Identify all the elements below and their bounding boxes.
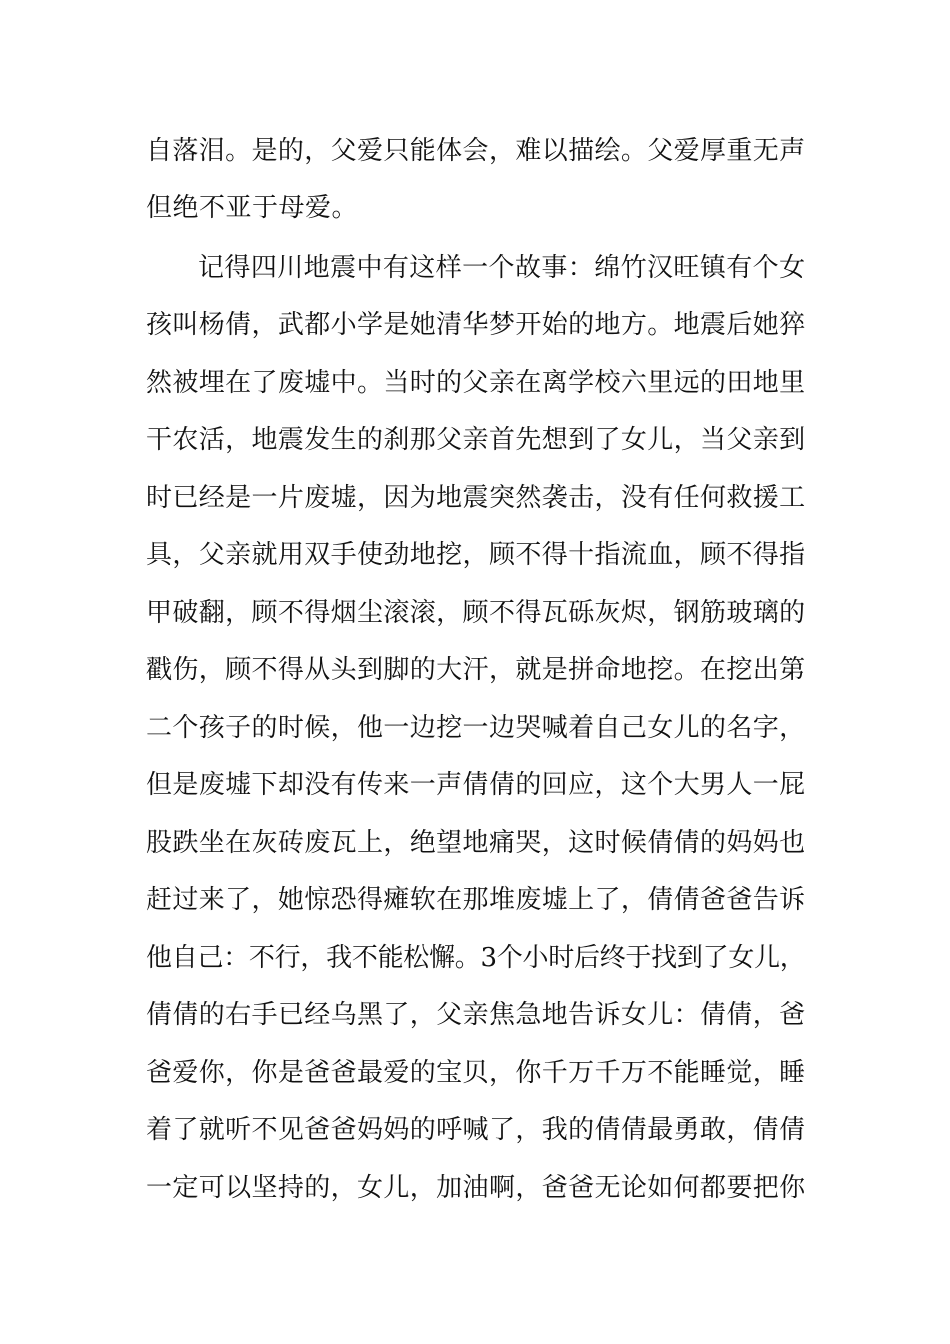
text-line: 股跌坐在灰砖废瓦上，绝望地痛哭，这时候倩倩的妈妈也 [146,828,806,858]
text-line: 然被埋在了废墟中。当时的父亲在离学校六里远的田地里 [146,368,806,398]
text-line: 自落泪。是的，父爱只能体会，难以描绘。父爱厚重无声 [146,136,806,166]
text-line: 孩叫杨倩，武都小学是她清华梦开始的地方。地震后她猝 [146,310,806,340]
text-line: 时已经是一片废墟，因为地震突然袭击，没有任何救援工 [146,483,806,513]
text-line: 戳伤，顾不得从头到脚的大汗，就是拼命地挖。在挖出第 [146,655,806,685]
text-line: 他自己：不行，我不能松懈。3个小时后终于找到了女儿， [146,943,806,973]
text-line: 爸爱你，你是爸爸最爱的宝贝，你千万千万不能睡觉，睡 [146,1058,806,1088]
paragraph-first-line: 记得四川地震中有这样一个故事：绵竹汉旺镇有个女 [198,253,806,283]
text-line: 一定可以坚持的，女儿，加油啊，爸爸无论如何都要把你 [146,1173,806,1203]
text-line: 赶过来了，她惊恐得瘫软在那堆废墟上了，倩倩爸爸告诉 [146,885,806,915]
text-line: 干农活，地震发生的刹那父亲首先想到了女儿，当父亲到 [146,425,806,455]
text-line: 具，父亲就用双手使劲地挖，顾不得十指流血，顾不得指 [146,540,806,570]
text-line: 着了就听不见爸爸妈妈的呼喊了，我的倩倩最勇敢，倩倩 [146,1115,806,1145]
text-line: 二个孩子的时候，他一边挖一边哭喊着自己女儿的名字， [146,713,806,743]
text-line: 倩倩的右手已经乌黑了，父亲焦急地告诉女儿：倩倩，爸 [146,1000,806,1030]
text-line: 但是废墟下却没有传来一声倩倩的回应，这个大男人一屁 [146,770,806,800]
text-line: 但绝不亚于母爱。 [146,193,359,223]
text-line: 甲破翻，顾不得烟尘滚滚，顾不得瓦砾灰烬，钢筋玻璃的 [146,598,806,628]
